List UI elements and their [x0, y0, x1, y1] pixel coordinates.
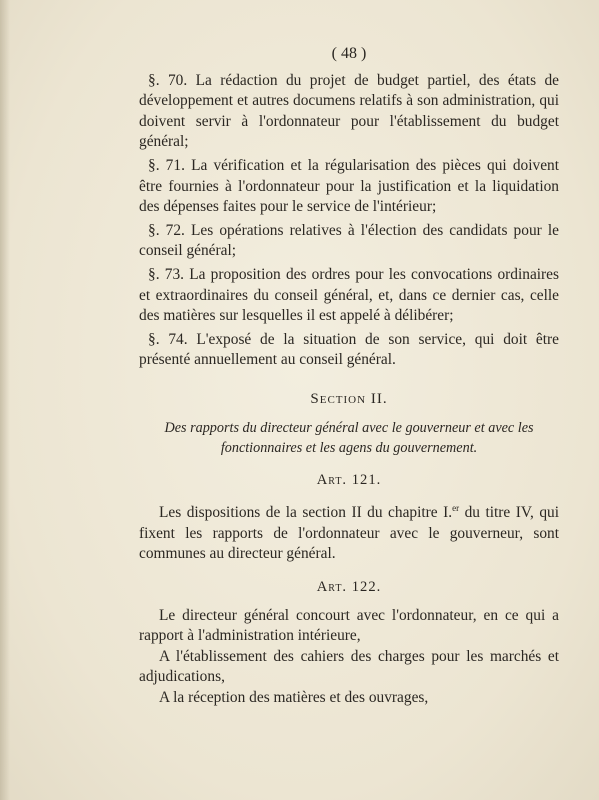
section-subtitle: Des rapports du directeur général avec le gouverneur et avec les fonctionnaires et les agens du gouvernement.: [164, 419, 534, 456]
article-121-text: [139, 498, 559, 565]
article-122-line-2: A l'établissement des cahiers des charges pour les marchés et adjudications,: [139, 647, 559, 686]
item-74: §. 74. L'exposé de la situation de son service, qui doit être présenté annuellement au conseil général.: [139, 330, 559, 369]
item-71: §. 71. La vérification et la régularisation des pièces qui doivent être fournies à l'ordonnateur pour la justification et la liquidation des dépenses faites pour le service de l'intérieur;: [139, 156, 559, 216]
article-121-superscript: er: [452, 503, 460, 514]
page-number: ( 48 ): [331, 45, 367, 62]
article-121-heading: Art. 121.: [316, 471, 382, 488]
article-121-text-b: du titre IV, qui fixent les rapports de l'ordonnateur avec le gouverneur, sont communes au directeur général.: [139, 504, 559, 563]
page-text: [139, 44, 559, 709]
item-70: §. 70. La rédaction du projet de budget partiel, des états de développement et autres documens relatifs à son administration, qui doivent servir à l'ordonnateur pour l'établissement du budget général;: [139, 71, 559, 151]
article-121-text-a: Les dispositions de la section II du chapitre I.: [159, 504, 453, 522]
section-heading: Section II.: [310, 390, 388, 407]
item-72: §. 72. Les opérations relatives à l'élection des candidats pour le conseil général;: [139, 221, 559, 260]
article-122-heading: Art. 122.: [316, 579, 382, 595]
item-73: §. 73. La proposition des ordres pour les convocations ordinaires et extraordinaires du conseil général, et, dans ce dernier cas, celle des matières sur lesquelles il est appelé à délibérer;: [139, 265, 559, 325]
article-122-line-3: A la réception des matières et des ouvrages,: [159, 688, 429, 706]
page-spine-shadow: [0, 0, 10, 800]
article-122-line-1: Le directeur général concourt avec l'ordonnateur, en ce qui a rapport à l'administration intérieure,: [139, 606, 559, 645]
